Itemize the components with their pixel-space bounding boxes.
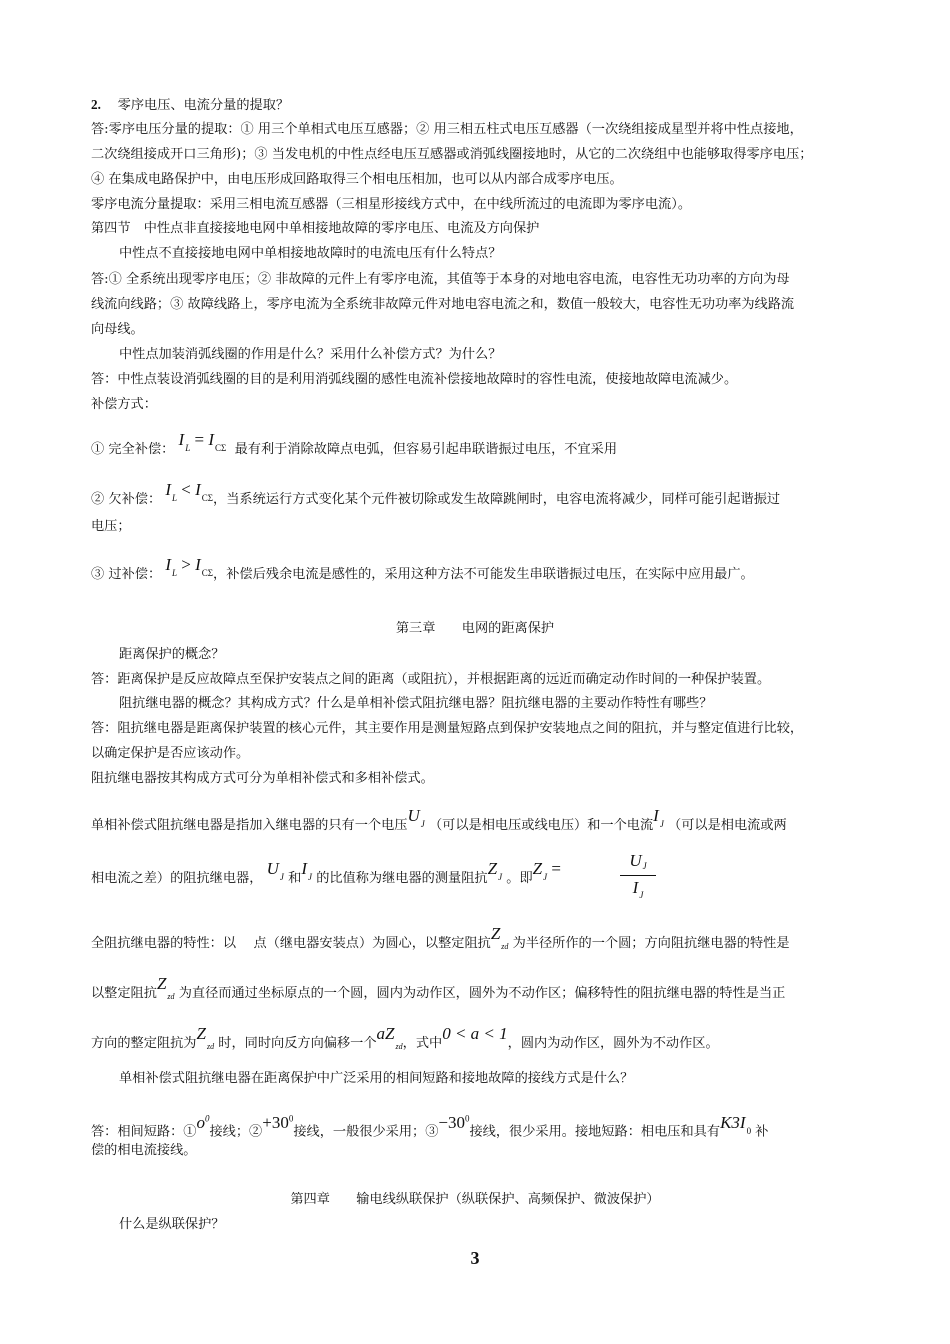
fraction-uj-ij: UJ $I_J$	[620, 850, 656, 901]
paragraph-line: 向母线。	[91, 322, 144, 337]
question-line: 距离保护的概念？	[119, 647, 225, 662]
paragraph-line: 答：相间短路：$①o^0$接线；$②+30^0$接线，一般很少采用；$③-30^0$接线，很少采用。接地短路：相电压和具有$K3I_0$ 补	[91, 1112, 769, 1140]
paragraph-line: 答:① 全系统出现零序电压；② 非故障的元件上有零序电流，其值等于本身的对地电容电流，电容性无功功率的方向为母	[91, 272, 790, 287]
question-line: 中性点加装消弧线圈的作用是什么？采用什么补偿方式？为什么？	[119, 347, 502, 362]
formula-il-lt-ic: $I_L < I_{C\Sigma}$	[165, 480, 214, 503]
compensation-full: ① 完全补偿： $I_L = I_{C\Sigma}$ 最有利于消除故障点电弧，但容易引起串联谐振过电压，不宜采用	[91, 430, 618, 457]
paragraph-line: 答：阻抗继电器是距离保护装置的核心元件，其主要作用是测量短路点到保护安装地点之间的阻抗，并与整定值进行比较，	[91, 721, 804, 736]
paragraph-line: 电压；	[91, 519, 131, 534]
paragraph-line: 线流向线路；③ 故障线路上，零序电流为全系统非故障元件对地电容电流之和，数值一般较大，电容性无功功率为线路流	[91, 297, 795, 312]
paragraph-line: 方向的整定阻抗为$Z_{zd}$ 时，同时向反方向偏移一个$aZ_{zd}$，式中0 < a < 1，圆内为动作区，圆外为不动作区。	[91, 1024, 719, 1051]
paragraph-line: 答：中性点装设消弧线圈的目的是利用消弧线圈的感性电流补偿接地故障时的容性电流，使接地故障电流减少。	[91, 372, 738, 387]
question-zero-sequence: 2. 零序电压、电流分量的提取？	[91, 97, 290, 113]
paragraph-line: 相电流之差）的阻抗继电器， $U_J$ 和$I_J$ 的比值称为继电器的测量阻抗$Z_J$ 。即$Z_J$ =	[91, 859, 561, 886]
paragraph-line: 答：距离保护是反应故障点至保护安装点之间的距离（或阻抗），并根据距离的远近而确定动作时间的一种保护装置。	[91, 672, 771, 687]
paragraph-line: 偿的相电流接线。	[91, 1143, 197, 1158]
paragraph-line: 单相补偿式阻抗继电器是指加入继电器的只有一个电压$U_J$ （可以是相电压或线电压）和一个电流$I_J$ （可以是相电流或两	[91, 806, 787, 833]
formula-il-eq-ic: $I_L = I_{C\Sigma}$	[178, 430, 227, 453]
compensation-over: ③ 过补偿： $I_L > I_{C\Sigma}$，补偿后残余电流是感性的，采用这种方法不可能发生串联谐振过电压，在实际中应用最广。	[91, 555, 754, 582]
question-line: 中性点不直接接地电网中单相接地故障时的电流电压有什么特点？	[119, 246, 502, 261]
chapter-heading: 第四章 输电线纵联保护（纵联保护、高频保护、微波保护）	[290, 1192, 660, 1207]
paragraph-line: 以确定保护是否应该动作。	[91, 746, 250, 761]
page-number: 3	[470, 1248, 480, 1268]
question-line: 阻抗继电器的概念？其构成方式？什么是单相补偿式阻抗继电器？阻抗继电器的主要动作特性有哪些？	[119, 696, 713, 711]
question-line: 什么是纵联保护？	[119, 1217, 225, 1232]
paragraph-line: 零序电流分量提取：采用三相电流互感器（三相星形接线方式中，在中线所流过的电流即为零序电流）。	[91, 197, 692, 212]
section-heading: 第四节 中性点非直接接地电网中单相接地故障的零序电压、电流及方向保护	[91, 221, 540, 236]
paragraph-line: 答:零序电压分量的提取：① 用三个单相式电压互感器；② 用三相五柱式电压互感器（一次绕组接成星型并将中性点接地，	[91, 122, 803, 137]
paragraph-line: 二次绕组接成开口三角形)；③ 当发电机的中性点经电压互感器或消弧线圈接地时，从它的二次绕组中也能够取得零序电压；	[91, 147, 813, 162]
paragraph-line: ④ 在集成电路保护中，由电压形成回路取得三个相电压相加，也可以从内部合成零序电压。	[91, 172, 623, 187]
question-line: 单相补偿式阻抗继电器在距离保护中广泛采用的相间短路和接地故障的接线方式是什么？	[119, 1071, 634, 1086]
compensation-under: ② 欠补偿： $I_L < I_{C\Sigma}$，当系统运行方式变化某个元件被切除或发生故障跳闸时，电容电流将减少，同样可能引起谐振过	[91, 480, 781, 507]
paragraph-line: 以整定阻抗$Z_{zd}$ 为直径而通过坐标原点的一个圆，圆内为动作区，圆外为不动作区；偏移特性的阻抗继电器的特性是当正	[91, 974, 786, 1001]
paragraph-line: 全阻抗继电器的特性：以 点（继电器安装点）为圆心，以整定阻抗$Z_{zd}$ 为半径所作的一个圆；方向阻抗继电器的特性是	[91, 924, 790, 951]
chapter-heading: 第三章 电网的距离保护	[395, 621, 555, 636]
paragraph-line: 阻抗继电器按其构成方式可分为单相补偿式和多相补偿式。	[91, 771, 434, 786]
formula-il-gt-ic: $I_L > I_{C\Sigma}$	[165, 555, 214, 578]
paragraph-line: 补偿方式：	[91, 397, 157, 412]
